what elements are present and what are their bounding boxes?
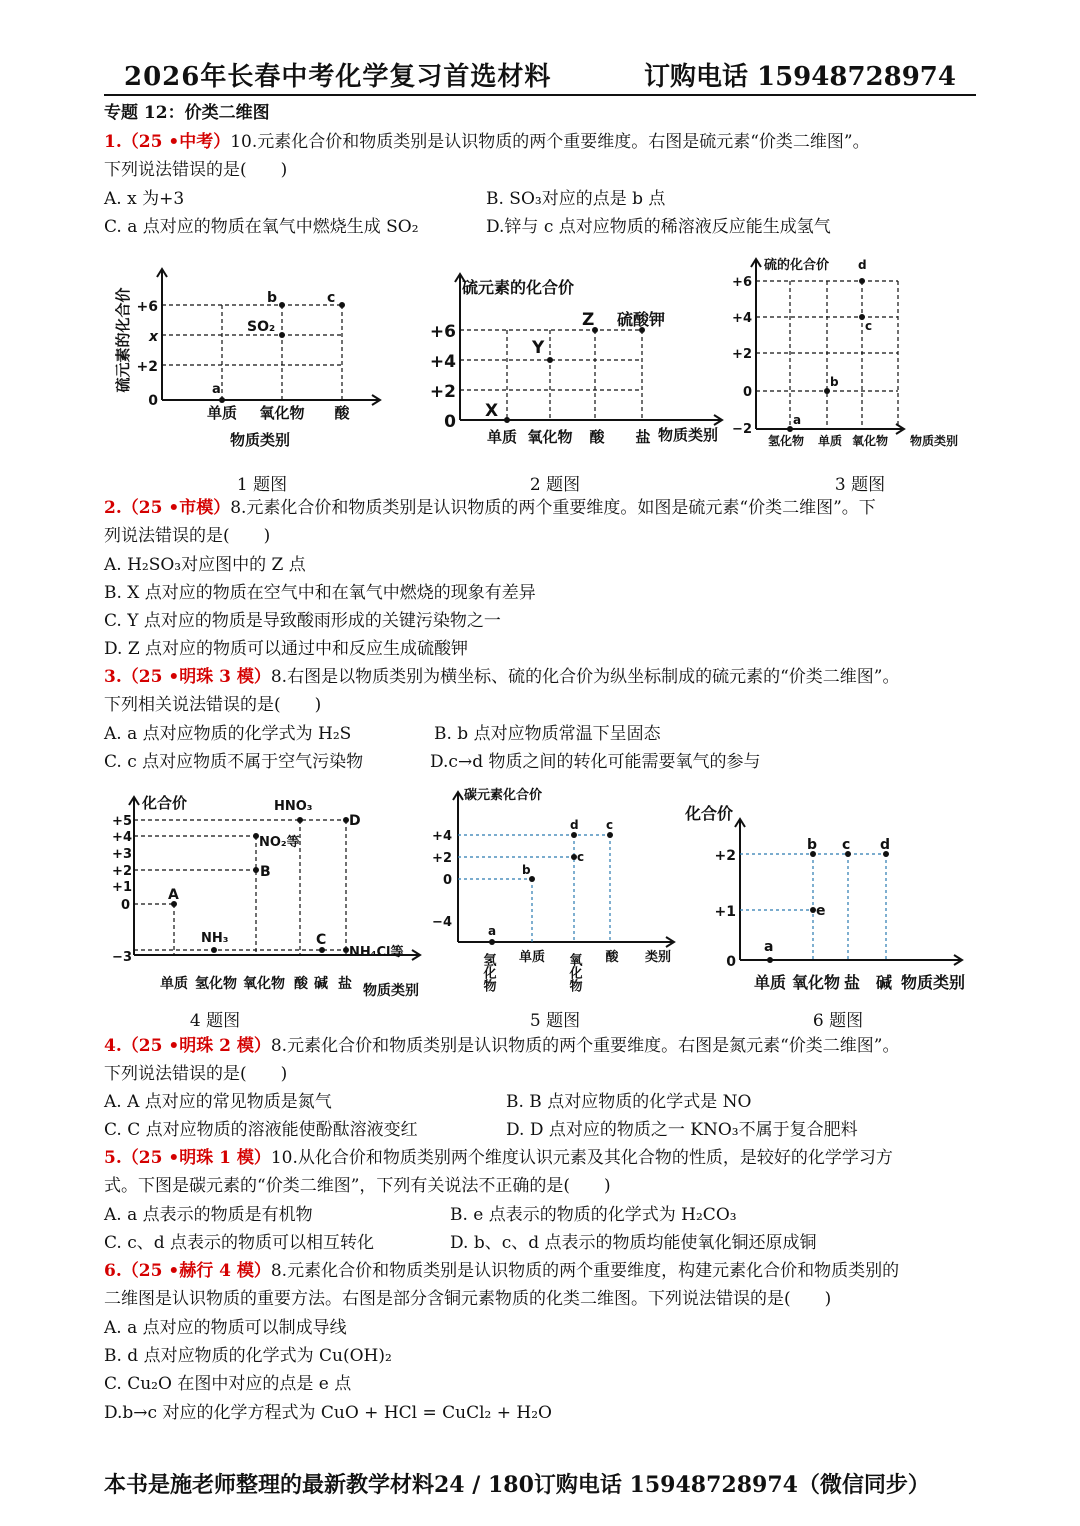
fig1-ylabel: 硫元素的化合价 (114, 287, 132, 393)
fig2-label-x: X (485, 401, 499, 421)
q4-stem: 8.元素化合价和物质类别是认识物质的两个重要维度。右图是氮元素“价类二维图”。 (270, 1036, 900, 1056)
q1-option-d: D.锌与 c 点对应物质的稀溶液反应能生成氢气 (486, 217, 831, 237)
fig5-label-a: a (488, 924, 497, 938)
fig5-ytick-2: +2 (432, 851, 452, 866)
fig2-label-y: Y (532, 338, 545, 358)
q2-option-a: A. H₂SO₃对应图中的 Z 点 (104, 555, 306, 575)
caption-1: 1 题图 (236, 475, 288, 495)
figure-4 (108, 790, 428, 1005)
q2-stem: 8.元素化合价和物质类别是认识物质的两个重要维度。如图是硫元素“价类二维图”。下 (230, 498, 876, 518)
fig1-point-b (279, 302, 285, 308)
fig4-label-a: A (168, 887, 179, 903)
q2-tag: 2.（25 •市模） (104, 498, 231, 518)
q1-line2: 下列说法错误的是( ) (104, 160, 288, 180)
q2-option-c: C. Y 点对应的物质是导致酸雨形成的关键污染物之一 (104, 611, 501, 631)
fig1-point-so2 (279, 332, 285, 338)
fig6-cat-1: 单质 (753, 973, 787, 992)
fig6-cat-2: 氧化物 (791, 973, 841, 992)
q5-stem: 10.从化合价和物质类别两个维度认识元素及其化合物的性质，是较好的化学学习方 (270, 1148, 893, 1168)
q1-option-c: C. a 点对应的物质在氧气中燃烧生成 SO₂ (104, 217, 419, 237)
fig1-label-so2: SO₂ (247, 319, 276, 335)
fig1-cat-2: 氧化物 (259, 404, 305, 422)
q4-option-d: D. D 点对应的物质之一 KNO₃不属于复合肥料 (506, 1120, 858, 1140)
caption-3: 3 题图 (834, 475, 886, 495)
fig1-point-c (339, 302, 345, 308)
q3-line1 (104, 665, 899, 689)
fig4-cat-3: 氧化物 (243, 976, 285, 992)
q4-line1 (104, 1034, 899, 1058)
page-footer: 本书是施老师整理的最新教学材料24 / 180订购电话 15948728974（微信同步） (104, 1472, 930, 1498)
fig2-ytick-4: +4 (429, 352, 456, 372)
fig5-ytick-neg4: −4 (432, 915, 452, 930)
q2-option-b: B. X 点对应的物质在空气中和在氧气中燃烧的现象有差异 (104, 583, 536, 603)
fig5-cat-4: 酸 (605, 950, 619, 965)
fig4-label-d: D (349, 813, 361, 829)
fig3-ytick-2: +2 (732, 347, 752, 362)
fig1-cat-1: 单质 (206, 404, 238, 422)
fig3-label-a: a (793, 413, 802, 427)
fig3-cat-2: 单质 (817, 434, 843, 448)
fig2-label-k2so4: 硫酸钾 (617, 310, 666, 329)
fig5-xlabel: 类别 (644, 950, 672, 965)
fig3-ylabel: 硫的化合价 (764, 258, 830, 273)
q5-line2: 式。下图是碳元素的“价类二维图”，下列有关说法不正确的是( ) (104, 1176, 611, 1196)
fig3-xlabel: 物质类别 (909, 434, 959, 448)
q2-line1 (104, 496, 876, 520)
fig4-point-b (253, 867, 259, 873)
q5-option-d: D. b、c、d 点表示的物质均能使氧化铜还原成铜 (450, 1233, 817, 1253)
fig6-label-a: a (764, 939, 774, 955)
q6-stem: 8.元素化合价和物质类别是认识物质的两个重要维度，构建元素化合价和物质类别的 (270, 1261, 900, 1281)
q6-option-b: B. d 点对应物质的化学式为 Cu(OH)₂ (104, 1346, 392, 1366)
q4-option-a: A. A 点对应的常见物质是氮气 (104, 1092, 332, 1112)
q3-tag: 3.（25 •明珠 3 模） (104, 667, 271, 687)
fig3-label-c: c (865, 319, 873, 333)
q5-option-c: C. c、d 点表示的物质可以相互转化 (104, 1233, 375, 1253)
q2-line2: 列说法错误的是( ) (104, 526, 271, 546)
fig5-ylabel: 碳元素化合价 (464, 788, 543, 803)
figure-1 (110, 265, 390, 455)
fig3-ytick-6: +6 (732, 275, 752, 290)
fig4-label-no2: NO₂等 (259, 835, 300, 850)
fig3-cat-1: 氢化物 (767, 434, 805, 448)
fig3-label-d: d (858, 258, 867, 272)
fig4-xlabel: 物质类别 (363, 983, 419, 999)
fig4-label-b: B (260, 864, 271, 880)
fig2-ylabel: 硫元素的化合价 (462, 278, 575, 297)
fig1-label-c: c (327, 290, 336, 306)
figure-6 (685, 795, 970, 1005)
fig1-ytick-x: x (148, 329, 158, 345)
q4-option-c: C. C 点对应物质的溶液能使酚酞溶液变红 (104, 1120, 418, 1140)
q4-tag: 4.（25 •明珠 2 模） (104, 1036, 271, 1056)
q4-line2: 下列说法错误的是( ) (104, 1064, 288, 1084)
q3-option-c: C. c 点对应物质不属于空气污染物 (104, 752, 364, 772)
q1-option-a: A. x 为+3 (104, 189, 185, 209)
fig4-ytick-5: +5 (112, 814, 132, 829)
fig4-cat-5: 碱 (314, 976, 328, 992)
fig4-ytick-3: +3 (112, 847, 132, 862)
caption-6: 6 题图 (812, 1011, 864, 1031)
fig2-ytick-2: +2 (429, 382, 456, 402)
fig4-point-nh3 (211, 947, 217, 953)
header-title: 2026年长春中考化学复习首选材料 (124, 62, 552, 92)
fig1-ytick-6: +6 (136, 299, 158, 315)
fig6-ylabel: 化合价 (685, 804, 734, 823)
fig5-point-a (489, 939, 495, 945)
fig4-label-c: C (316, 932, 327, 948)
fig5-ytick-0: 0 (442, 873, 452, 888)
fig5-point-d (571, 832, 577, 838)
q6-tag: 6.（25 •赫行 4 模） (104, 1261, 271, 1281)
q6-option-d: D.b→c 对应的化学方程式为 CuO + HCl = CuCl₂ + H₂O (104, 1403, 552, 1423)
q5-option-a: A. a 点表示的物质是有机物 (104, 1205, 313, 1225)
q3-option-b: B. b 点对应物质常温下呈固态 (434, 724, 661, 744)
fig4-ylabel: 化合价 (142, 794, 188, 812)
fig3-ytick-4: +4 (732, 311, 752, 326)
fig5-cat-2: 单质 (518, 950, 546, 965)
fig4-cat-1: 单质 (160, 976, 188, 992)
fig2-cat-2: 氧化物 (527, 428, 573, 446)
q3-stem: 8.右图是以物质类别为横坐标、硫的化合价为纵坐标制成的硫元素的“价类二维图”。 (270, 667, 900, 687)
fig4-cat-2: 氢化物 (195, 976, 237, 992)
fig5-label-c: c (606, 818, 614, 832)
figure-3 (728, 255, 978, 455)
fig5-label-b: b (522, 863, 531, 877)
fig3-cat-3: 氧化物 (851, 434, 889, 448)
fig5-cat-3: 氧化物 (566, 953, 582, 992)
fig1-point-a (219, 397, 225, 403)
q6-option-c: C. Cu₂O 在图中对应的点是 e 点 (104, 1374, 352, 1394)
fig4-ytick-1: +1 (112, 880, 132, 895)
figure-2 (430, 270, 730, 455)
fig2-cat-1: 单质 (486, 428, 518, 446)
q6-option-a: A. a 点对应的物质可以制成导线 (104, 1318, 347, 1338)
fig3-label-b: b (830, 375, 839, 389)
fig6-label-e: e (816, 903, 826, 919)
q2-option-d: D. Z 点对应的物质可以通过中和反应生成硫酸钾 (104, 639, 469, 659)
fig1-label-a: a (212, 382, 221, 397)
topic-title: 专题 12：价类二维图 (104, 103, 270, 123)
q3-line2: 下列相关说法错误的是( ) (104, 695, 322, 715)
fig6-xlabel: 物质类别 (900, 973, 966, 992)
fig4-ytick-neg3: −3 (112, 950, 132, 965)
fig2-xlabel: 物质类别 (657, 426, 719, 444)
page-header (104, 54, 976, 96)
fig4-ytick-4: +4 (112, 830, 132, 845)
fig2-point-x (504, 417, 510, 423)
q5-option-b: B. e 点表示的物质的化学式为 H₂CO₃ (450, 1205, 737, 1225)
fig4-label-nh3: NH₃ (201, 931, 229, 946)
fig1-label-b: b (267, 290, 278, 306)
fig3-point-d (859, 278, 865, 284)
fig4-point-hno3 (297, 817, 303, 823)
fig5-label-d: d (570, 818, 579, 832)
fig1-ytick-0: 0 (148, 393, 158, 409)
figure-5 (422, 785, 682, 1000)
fig6-label-d: d (880, 837, 891, 853)
fig1-ytick-2: +2 (136, 359, 158, 375)
fig5-ytick-4: +4 (432, 829, 452, 844)
fig4-label-nh4cl: NH₄Cl等 (349, 945, 404, 960)
fig2-cat-4: 盐 (635, 428, 651, 446)
caption-5: 5 题图 (529, 1011, 581, 1031)
fig2-label-z: Z (582, 310, 595, 330)
fig2-ytick-6: +6 (429, 322, 456, 342)
q1-tag: 1.（25 •中考） (104, 132, 231, 152)
fig6-label-b: b (807, 837, 818, 853)
q1-stem: 10.元素化合价和物质类别是认识物质的两个重要维度。右图是硫元素“价类二维图”。 (230, 132, 870, 152)
fig5-cat-1: 氢化物 (480, 953, 496, 992)
fig2-point-y (547, 357, 553, 363)
header-phone: 订购电话 15948728974 (643, 62, 956, 92)
q3-option-a: A. a 点对应物质的化学式为 H₂S (104, 724, 352, 744)
q1-line1 (104, 130, 870, 154)
fig4-cat-6: 盐 (338, 976, 352, 992)
fig6-cat-3: 盐 (843, 973, 861, 992)
fig6-ytick-1: +1 (714, 904, 736, 920)
fig1-xlabel: 物质类别 (229, 431, 291, 449)
fig3-ytick-0: 0 (742, 385, 752, 400)
q4-option-b: B. B 点对应物质的化学式是 NO (506, 1092, 752, 1112)
fig3-ytick-neg2: −2 (732, 422, 752, 437)
fig4-label-hno3: HNO₃ (274, 799, 313, 814)
fig6-ytick-2: +2 (714, 848, 736, 864)
fig4-ytick-2: +2 (112, 864, 132, 879)
fig6-ytick-0: 0 (726, 954, 736, 970)
fig5-point-c (607, 832, 613, 838)
fig4-cat-4: 酸 (294, 976, 308, 992)
fig4-ytick-0: 0 (120, 898, 130, 913)
fig1-cat-3: 酸 (334, 404, 350, 422)
q3-option-d: D.c→d 物质之间的转化可能需要氧气的参与 (430, 752, 761, 772)
fig6-cat-4: 碱 (875, 973, 893, 992)
q5-tag: 5.（25 •明珠 1 模） (104, 1148, 271, 1168)
fig6-label-c: c (842, 837, 851, 853)
q1-option-b: B. SO₃对应的点是 b 点 (486, 189, 666, 209)
fig2-ytick-0: 0 (444, 412, 456, 432)
fig2-cat-3: 酸 (589, 428, 605, 446)
caption-4: 4 题图 (189, 1011, 241, 1031)
q6-line2: 二维图是认识物质的重要方法。右图是部分含铜元素物质的化类二维图。下列说法错误的是( ) (104, 1289, 832, 1309)
q5-line1 (104, 1146, 893, 1170)
fig5-label-c2: c (577, 850, 585, 864)
caption-2: 2 题图 (529, 475, 581, 495)
q6-line1 (104, 1259, 899, 1283)
fig6-point-a (767, 957, 773, 963)
